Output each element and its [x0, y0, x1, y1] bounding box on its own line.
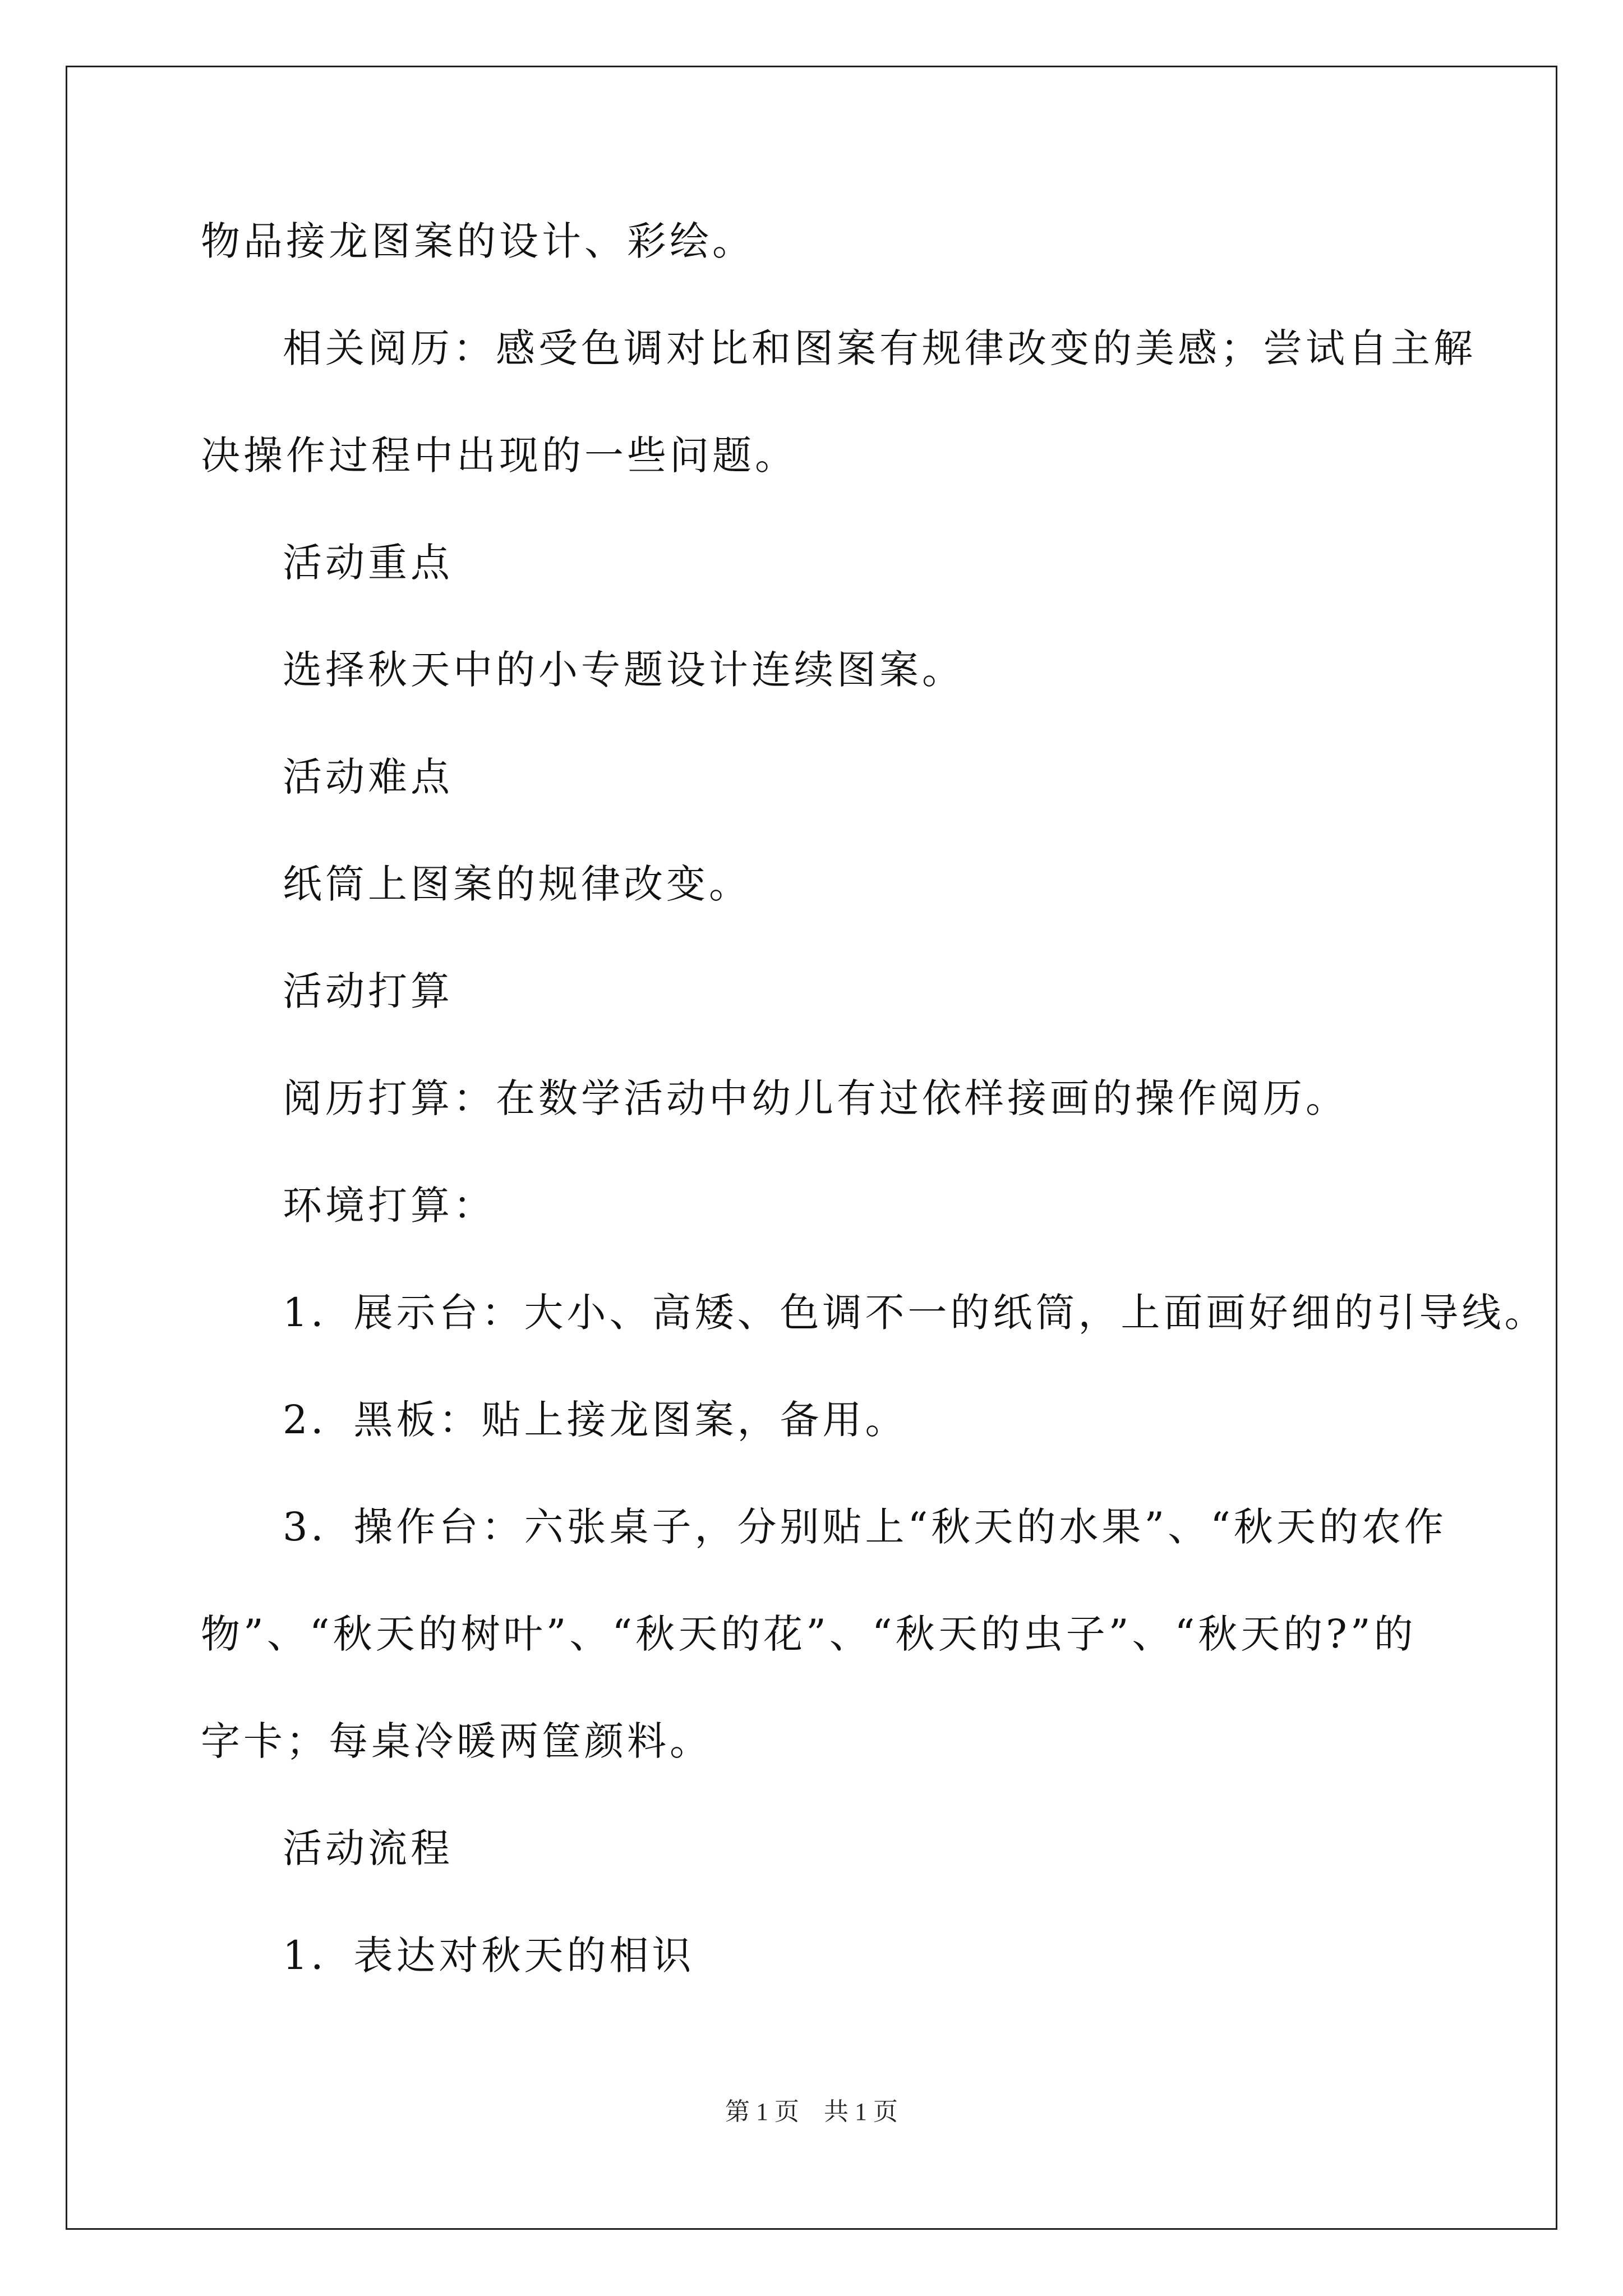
document-body — [201, 213, 1547, 2035]
text-line: 3．操作台：六张桌子，分别贴上“秋天的水果”、“秋天的农作 — [283, 1504, 1447, 1550]
text-line: 2．黑板：贴上接龙图案，备用。 — [283, 1397, 908, 1443]
text-line: 物品接龙图案的设计、彩绘。 — [201, 218, 755, 264]
text-line: 活动打算 — [283, 968, 453, 1014]
text-line: 1．展示台：大小、高矮、色调不一的纸筒，上面画好细的引导线。 — [283, 1290, 1547, 1336]
text-line: 活动重点 — [283, 540, 453, 586]
text-line: 物”、“秋天的树叶”、“秋天的花”、“秋天的虫子”、“秋天的?”的 — [201, 1611, 1417, 1657]
text-line: 活动流程 — [283, 1825, 453, 1871]
text-line: 相关阅历：感受色调对比和图案有规律改变的美感；尝试自主解 — [283, 325, 1476, 371]
text-line: 阅历打算：在数学活动中幼儿有过依样接画的操作阅历。 — [283, 1075, 1348, 1121]
text-line: 纸筒上图案的规律改变。 — [283, 861, 751, 907]
text-line: 活动难点 — [283, 754, 453, 800]
text-line: 决操作过程中出现的一些问题。 — [201, 432, 797, 478]
page-number: 第 1 页 共 1 页 — [725, 2098, 898, 2125]
text-line: 1．表达对秋天的相识 — [283, 1932, 695, 1978]
text-line: 字卡；每桌冷暖两筐颜料。 — [201, 1718, 712, 1764]
text-line: 环境打算： — [283, 1182, 496, 1228]
text-line: 选择秋天中的小专题设计连续图案。 — [283, 647, 965, 693]
